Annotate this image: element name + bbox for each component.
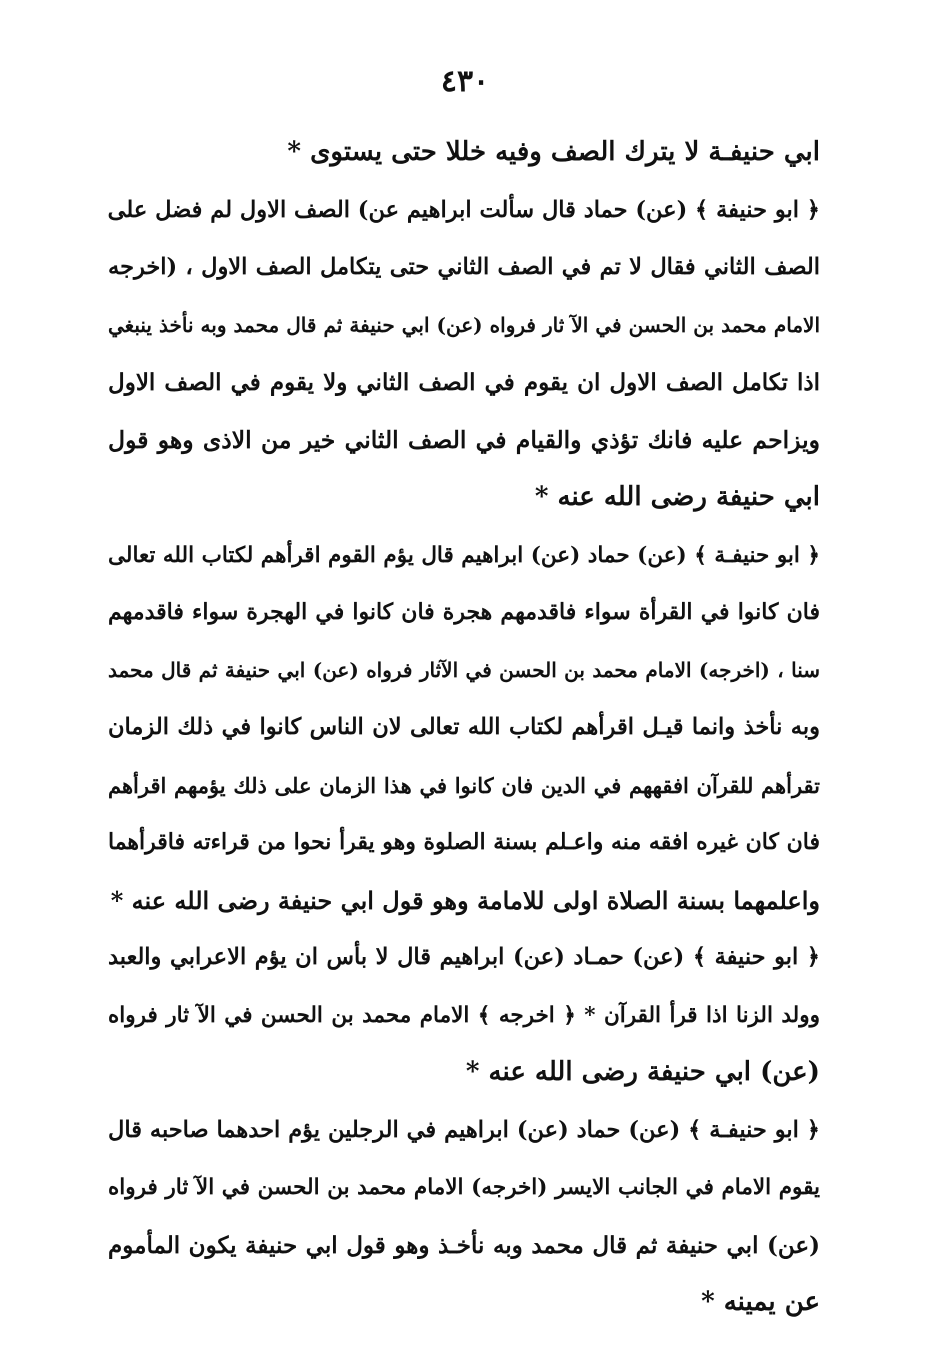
text-line: ابي حنيفة رضى الله عنه * — [534, 482, 820, 512]
text-line: يقوم الامام في الجانب الايسر (اخرجه) الامام محمد بن الحسن في الآ ثار فرواه — [108, 1175, 820, 1200]
text-line: ﴿ ابو حنيفـة ﴾ (عن) حماد (عن) ابراهيم في الرجلين يؤم احدهما صاحبه قال — [108, 1116, 820, 1143]
text-line: (عن) ابي حنيفة ثم قال محمد وبه نأخـذ وهو قول ابي حنيفة يكون المأموم — [108, 1231, 820, 1259]
text-line: تقرأهم للقرآن افقههم في الدين فان كانوا في هذا الزمان على ذلك يؤمهم اقرأهم — [108, 772, 820, 798]
text-line: (عن) ابي حنيفة رضى الله عنه * — [465, 1057, 820, 1087]
text-line: فان كان غيره افقه منه واعـلم بسنة الصلوة وهو يقرأ نحوا من قراءته فاقرأهما — [108, 829, 820, 855]
text-line: اذا تكامل الصف الاول ان يقوم في الصف الثاني ولا يقوم في الصف الاول — [108, 369, 820, 396]
text-line: ﴿ ابو حنيفـة ﴾ (عن) حماد (عن) ابراهيم قال يؤم القوم اقرأهم لكتاب الله تعالى — [108, 542, 820, 568]
text-line: سنا ، (اخرجه) الامام محمد بن الحسن في الآثار فرواه (عن) ابي حنيفة ثم قال محمد — [108, 657, 820, 682]
text-line: ويزاحم عليه فانك تؤذي والقيام في الصف الثاني خير من الاذى وهو قول — [108, 425, 820, 454]
text-line: ﴿ ابو حنيفة ﴾ (عن) حماد قال سألت ابراهيم عن) الصف الاول لم فضل على — [108, 196, 820, 223]
text-line: الامام محمد بن الحسن في الآ ثار فرواه (عن) ابي حنيفة ثم قال محمد وبه نأخذ ينبغي — [108, 312, 820, 337]
text-line: ﴿ ابو حنيفة ﴾ (عن) حمـاد (عن) ابراهيم قال لا بأس ان يؤم الاعرابي والعبد — [108, 944, 820, 970]
text-line: وولد الزنا اذا قرأ القرآن * ﴿ اخرجه ﴾ الامام محمد بن الحسن في الآ ثار فرواه — [108, 1002, 820, 1028]
page-number: ٤٣٠ — [440, 64, 490, 99]
text-line: فان كانوا في القرأة سواء فاقدمهم هجرة فان كانوا في الهجرة سواء فاقدمهم — [108, 599, 820, 625]
text-line: واعلمهما بسنة الصلاة اولى للامامة وهو قول ابي حنيفة رضى الله عنه * — [110, 885, 820, 915]
arabic-text-body — [108, 124, 820, 1332]
text-line: ابي حنيفـة لا يترك الصف وفيه خللا حتى يستوى * — [287, 137, 820, 167]
text-line: عن يمينه * — [701, 1287, 820, 1317]
text-line: وبه نأخذ وانما قيـل اقرأهم لكتاب الله تعالى لان الناس كانوا في ذلك الزمان — [108, 714, 820, 740]
text-line: الصف الثاني فقال لا تم في الصف الثاني حتى يتكامل الصف الاول ، (اخرجه — [108, 254, 820, 280]
